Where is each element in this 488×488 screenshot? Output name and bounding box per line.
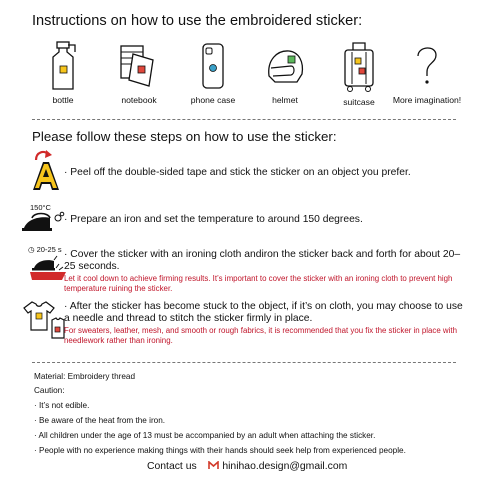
page-title: Instructions on how to use the embroidered sticker: <box>32 13 363 29</box>
helmet-icon <box>261 40 309 92</box>
item-notebook <box>104 40 174 106</box>
divider <box>32 119 456 120</box>
item-label: notebook <box>121 95 157 105</box>
phone-case-icon <box>193 40 233 92</box>
step-4-note: For sweaters, leather, mesh, and smooth or rough fabrics, it is recommended that you fix the sticker in place with needlework rather than ironing. <box>64 326 457 345</box>
step-4-text <box>64 301 464 345</box>
ironing-cloth-icon <box>28 254 68 282</box>
contact <box>147 461 347 472</box>
item-label: helmet <box>272 95 298 105</box>
contact-email[interactable]: hinihao.design@gmail.com <box>222 461 348 472</box>
item-bottle <box>28 40 98 106</box>
sticker-letter-a-icon <box>30 146 60 192</box>
material: Material: Embroidery thread <box>34 372 136 381</box>
caution-label: Caution: <box>34 386 65 395</box>
question-mark-icon <box>407 40 447 92</box>
timer-label <box>28 245 62 254</box>
item-more <box>392 40 462 106</box>
iron-icon <box>20 210 66 234</box>
contact-label: Contact us <box>147 461 197 472</box>
step-3-note: Let it cool down to achieve firming results. It’s important to cover the sticker with an ironing cloth to prevent high temperature ruining the sticker. <box>64 274 453 293</box>
bottle-icon <box>43 40 83 92</box>
step-3-main: · Cover the sticker with an ironing cloth andiron the sticker back and forth for about 20–25 seconds. <box>64 249 461 272</box>
clothes-icon <box>22 300 68 340</box>
mail-icon <box>208 461 219 470</box>
usage-items <box>28 40 468 110</box>
steps-heading: Please follow these steps on how to use the sticker: <box>32 129 337 144</box>
caution-item: · Be aware of the heat from the iron. <box>34 416 166 425</box>
step-1-text: · Peel off the double-sided tape and stick the sticker on an object you prefer. <box>64 167 411 178</box>
caution-item: · It’s not edible. <box>34 401 90 410</box>
item-suitcase <box>324 40 394 108</box>
timer-text: 20-25 s <box>36 245 62 254</box>
step-3-text <box>64 249 464 293</box>
notebook-icon <box>115 40 163 92</box>
step-4-main: · After the sticker has become stuck to the object, if it’s on cloth, you may choose to use a needle and thread to stitch the sticker firmly in place. <box>64 301 463 324</box>
item-label: More imagination! <box>392 95 462 105</box>
caution-item: · All children under the age of 13 must be accompanied by an adult when attaching the sticker. <box>34 431 376 440</box>
clock-icon: ◷ <box>28 245 35 254</box>
item-label: bottle <box>52 95 74 105</box>
item-phone-case <box>178 40 248 106</box>
suitcase-icon <box>337 40 381 94</box>
caution-item: · People with no experience making things with their hands should seek help from experienced people. <box>34 446 406 455</box>
iron-temp-label: 150°C <box>30 203 51 212</box>
item-label: phone case <box>190 95 236 105</box>
step-2-text: · Prepare an iron and set the temperature to around 150 degrees. <box>64 214 363 225</box>
divider <box>32 362 456 363</box>
item-helmet <box>250 40 320 106</box>
item-label: suitcase <box>343 97 375 107</box>
